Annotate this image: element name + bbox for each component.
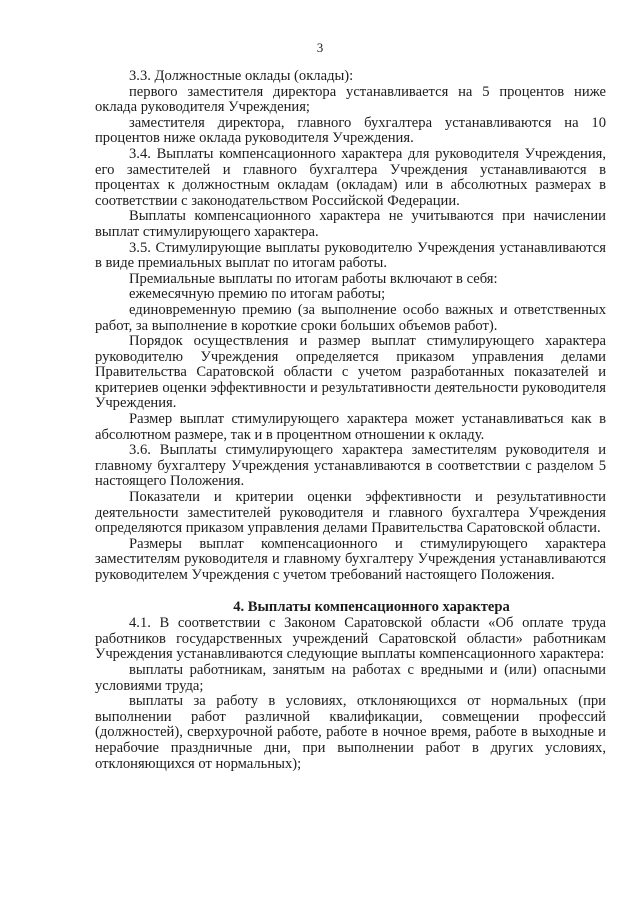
paragraph: выплаты работникам, занятым на работах с вредными и (или) опасными условиями труда; (95, 661, 606, 694)
paragraph: Показатели и критерии оценки эффективности и результативности деятельности заместителей руководителя и главного бухгалтера Учреждения определяются приказом управления делами Правительства Саратовской области. (95, 489, 606, 537)
paragraph: Размер выплат стимулирующего характера может устанавливаться как в абсолютном размере, так и в процентном отношении к окладу. (95, 411, 606, 443)
paragraph: ежемесячную премию по итогам работы; (129, 286, 386, 303)
page-number: 3 (316, 40, 324, 55)
paragraph: Порядок осуществления и размер выплат стимулирующего характера руководителю Учреждения определяется приказом управления делами Правительства Саратовской области с учетом разработанных показателей и критериев оценки эффективности и результативности деятельности руководителя Учреждения. (95, 333, 606, 412)
paragraph: Размеры выплат компенсационного и стимулирующего характера заместителям руководителя и главному бухгалтеру Учреждения устанавливаются руководителем Учреждения с учетом требований настоящего Положения. (95, 535, 606, 583)
section-heading: 4. Выплаты компенсационного характера (233, 598, 510, 615)
paragraph: единовременную премию (за выполнение особо важных и ответственных работ, за выполнение в короткие сроки больших объемов работ). (95, 301, 606, 334)
paragraph: заместителя директора, главного бухгалтера устанавливаются на 10 процентов ниже оклада руководителя Учреждения. (95, 114, 606, 147)
paragraph: 3.4. Выплаты компенсационного характера для руководителя Учреждения, его заместителей и главного бухгалтера Учреждения устанавливаются в процентах к должностным окладам (окладам) или в абсолютных размерах в соответствии с законодательством Российской Федерации. (95, 145, 606, 209)
paragraph: Премиальные выплаты по итогам работы включают в себя: (129, 270, 498, 287)
paragraph: Выплаты компенсационного характера не учитываются при начислении выплат стимулирующего характера. (95, 208, 606, 240)
paragraph: 3.3. Должностные оклады (оклады): (129, 68, 354, 84)
document-body (95, 69, 606, 772)
paragraph: первого заместителя директора устанавливается на 5 процентов ниже оклада руководителя Учреждения; (95, 83, 606, 116)
paragraph: 4.1. В соответствии с Законом Саратовской области «Об оплате труда работников государственных учреждений Саратовской области» работникам Учреждения устанавливаются следующие выплаты компенсационного характера: (95, 615, 606, 663)
paragraph: 3.6. Выплаты стимулирующего характера заместителям руководителя и главному бухгалтеру Учреждения устанавливаются в соответствии с разделом 5 настоящего Положения. (95, 442, 606, 490)
paragraph: 3.5. Стимулирующие выплаты руководителю Учреждения устанавливаются в виде премиальных выплат по итогам работы. (95, 239, 606, 272)
paragraph: выплаты за работу в условиях, отклоняющихся от нормальных (при выполнении работ различной квалификации, совмещении профессий (должностей), сверхурочной работе, работе в ночное время, работе в выходные и нерабочие праздничные дни, при выполнении работ в других условиях, отклоняющихся от нормальных); (95, 693, 606, 772)
